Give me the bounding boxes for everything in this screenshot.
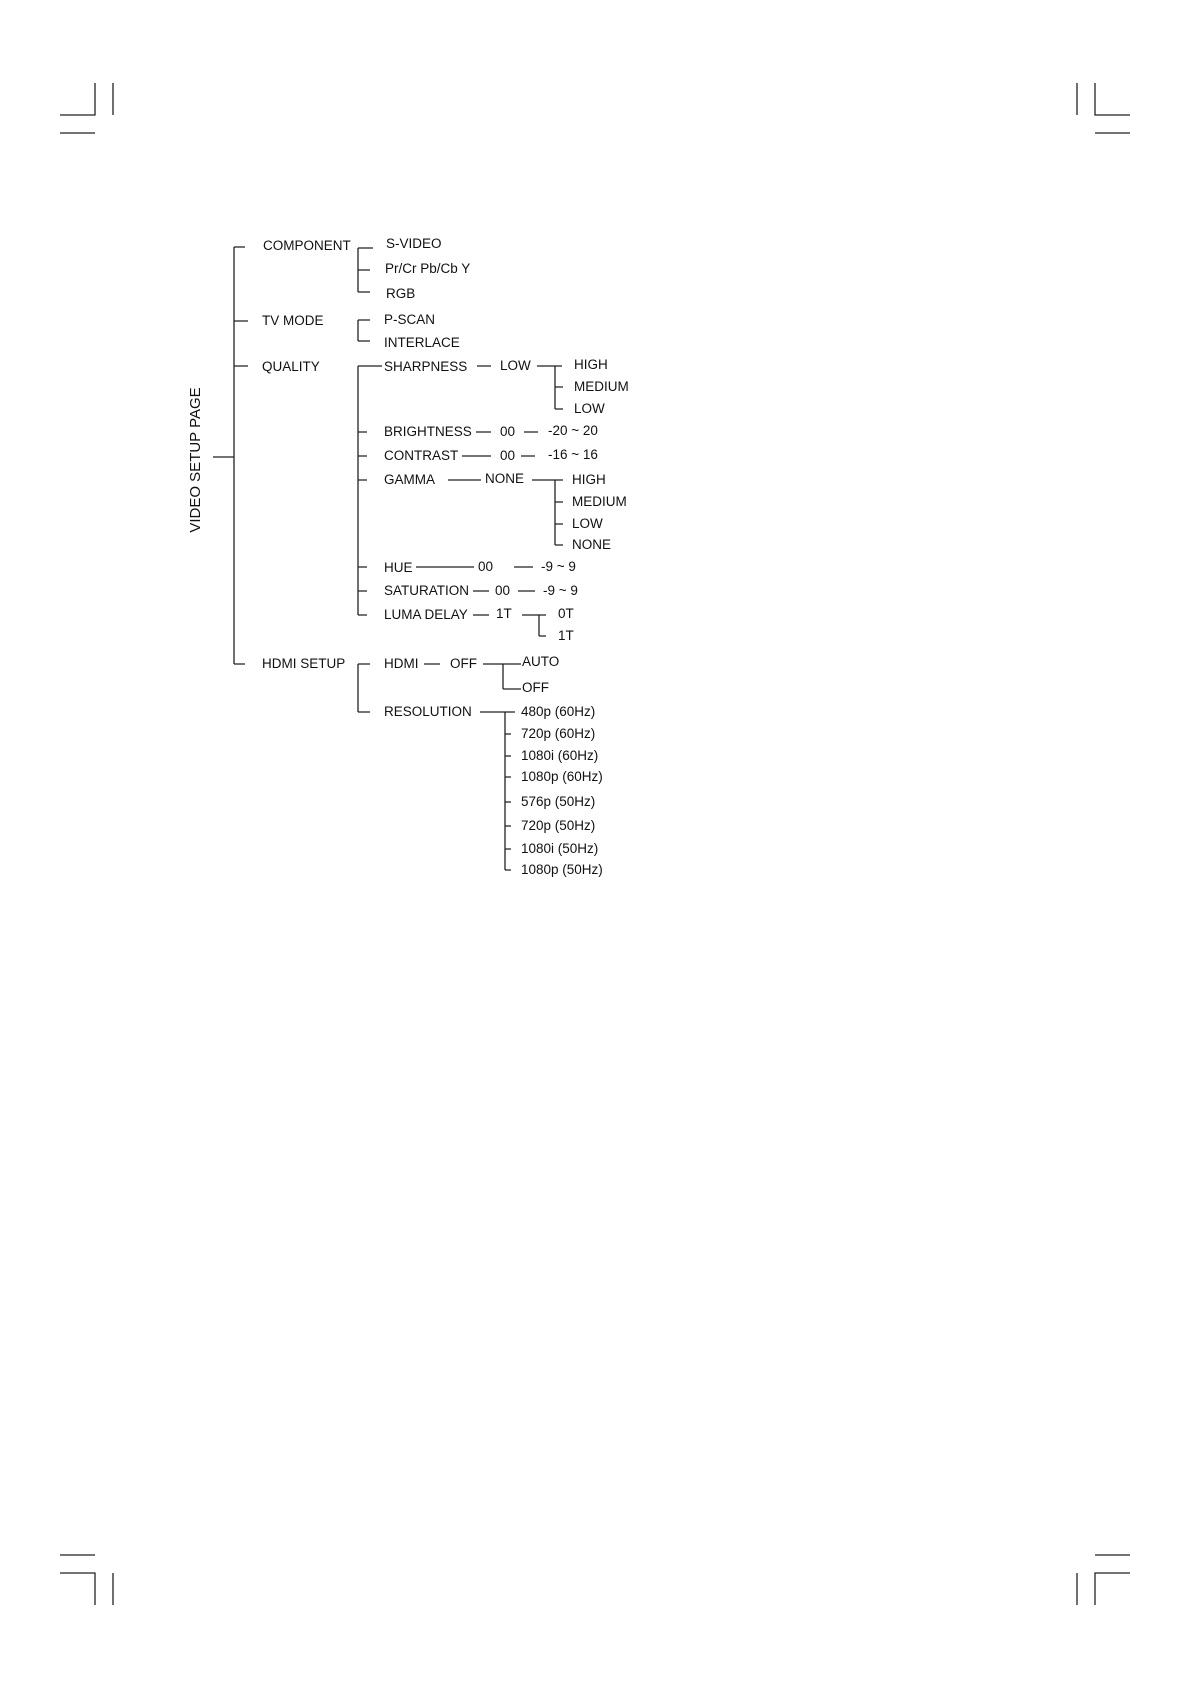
sharpness-option-medium: MEDIUM bbox=[574, 379, 629, 394]
resolution-label: RESOLUTION bbox=[384, 704, 472, 719]
brightness-range: -20 ~ 20 bbox=[548, 423, 598, 438]
gamma-label: GAMMA bbox=[384, 472, 436, 487]
luma-delay-default: 1T bbox=[496, 606, 512, 621]
tv-mode-option-interlace: INTERLACE bbox=[384, 335, 460, 350]
component-option-s-video: S-VIDEO bbox=[386, 236, 442, 251]
sharpness-option-high: HIGH bbox=[574, 357, 608, 372]
component-option-rgb: RGB bbox=[386, 286, 416, 301]
resolution-option-1080i-60: 1080i (60Hz) bbox=[521, 748, 599, 763]
root-label: VIDEO SETUP PAGE bbox=[187, 387, 204, 533]
hdmi-option-auto: AUTO bbox=[522, 654, 560, 669]
tv-mode-option-p-scan: P-SCAN bbox=[384, 312, 436, 327]
hue-label: HUE bbox=[384, 560, 413, 575]
gamma-default: NONE bbox=[485, 471, 525, 486]
gamma-option-medium: MEDIUM bbox=[572, 494, 627, 509]
sharpness-label: SHARPNESS bbox=[384, 359, 468, 374]
brightness-label: BRIGHTNESS bbox=[384, 424, 472, 439]
hue-default: 00 bbox=[478, 559, 494, 574]
hdmi-label: HDMI bbox=[384, 656, 419, 671]
resolution-option-720p-50: 720p (50Hz) bbox=[521, 818, 596, 833]
saturation-default: 00 bbox=[495, 583, 511, 598]
resolution-option-720p-60: 720p (60Hz) bbox=[521, 726, 596, 741]
hdmi-default: OFF bbox=[450, 656, 477, 671]
component-option-ypbpr: Pr/Cr Pb/Cb Y bbox=[385, 261, 471, 276]
contrast-default: 00 bbox=[500, 448, 516, 463]
gamma-option-low: LOW bbox=[572, 516, 603, 531]
hdmi-option-off: OFF bbox=[522, 680, 549, 695]
luma-delay-option-1t: 1T bbox=[558, 628, 574, 643]
resolution-option-480p-60: 480p (60Hz) bbox=[521, 704, 596, 719]
hdmi-setup-label: HDMI SETUP bbox=[262, 656, 346, 671]
hue-range: -9 ~ 9 bbox=[541, 559, 576, 574]
resolution-option-1080i-50: 1080i (50Hz) bbox=[521, 841, 599, 856]
sharpness-default: LOW bbox=[500, 358, 531, 373]
tv-mode-label: TV MODE bbox=[262, 313, 324, 328]
saturation-range: -9 ~ 9 bbox=[543, 583, 578, 598]
resolution-option-576p-50: 576p (50Hz) bbox=[521, 794, 596, 809]
gamma-option-none: NONE bbox=[572, 537, 612, 552]
sharpness-option-low: LOW bbox=[574, 401, 605, 416]
luma-delay-option-0t: 0T bbox=[558, 606, 574, 621]
saturation-label: SATURATION bbox=[384, 583, 470, 598]
contrast-label: CONTRAST bbox=[384, 448, 459, 463]
luma-delay-label: LUMA DELAY bbox=[384, 607, 468, 622]
gamma-option-high: HIGH bbox=[572, 472, 606, 487]
brightness-default: 00 bbox=[500, 424, 516, 439]
component-label: COMPONENT bbox=[263, 238, 351, 253]
contrast-range: -16 ~ 16 bbox=[548, 447, 598, 462]
resolution-option-1080p-60: 1080p (60Hz) bbox=[521, 769, 603, 784]
quality-label: QUALITY bbox=[262, 359, 320, 374]
resolution-option-1080p-50: 1080p (50Hz) bbox=[521, 862, 603, 877]
